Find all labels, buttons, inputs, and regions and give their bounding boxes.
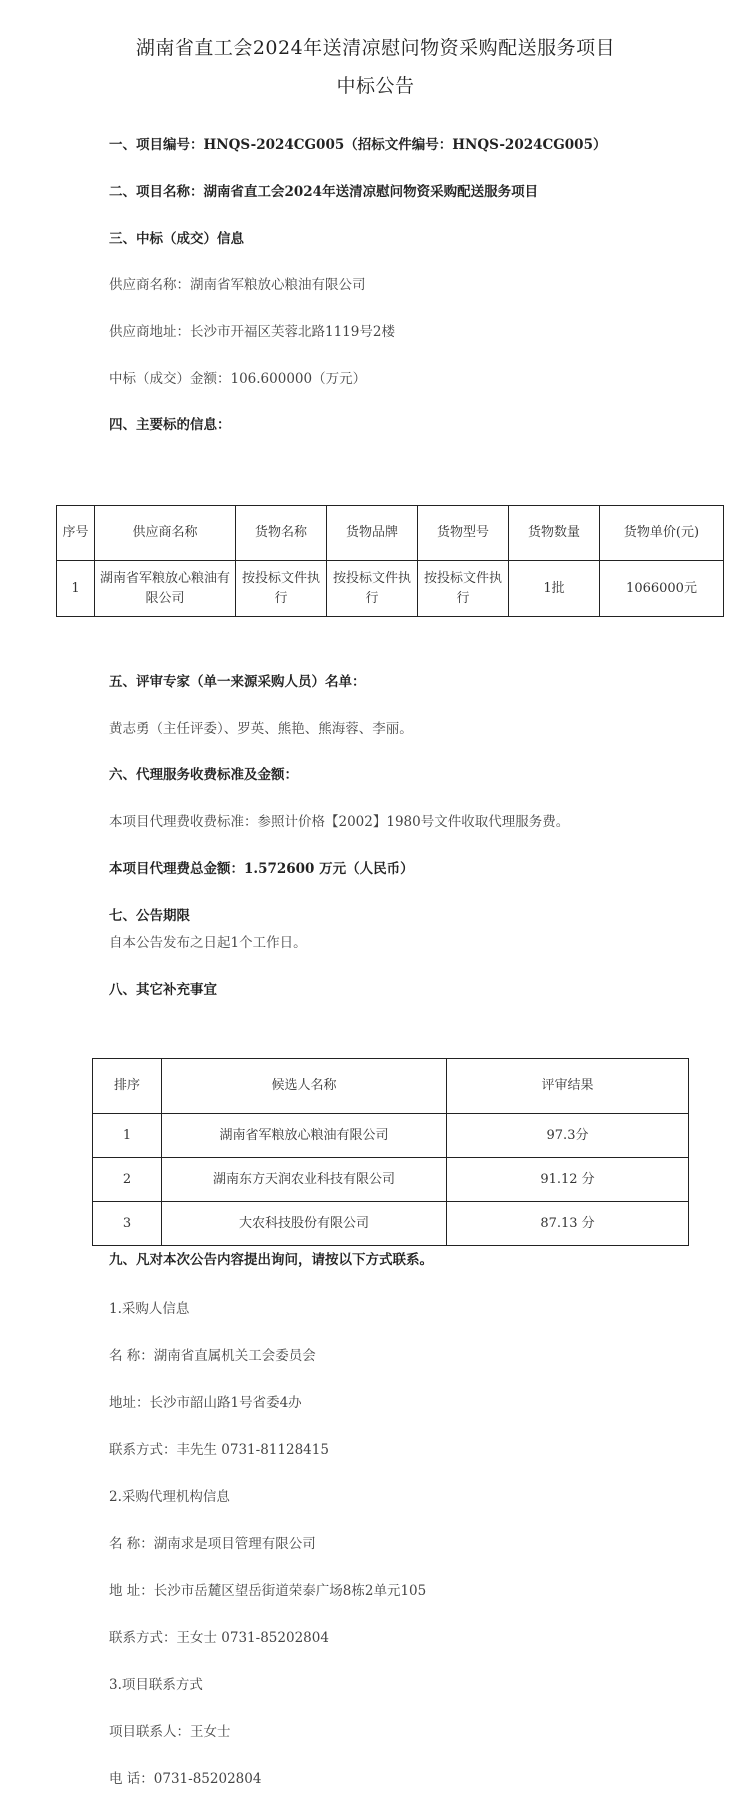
section-award-info: 三、中标（成交）信息 [109, 231, 244, 247]
purchaser-heading: 1.采购人信息 [109, 1301, 190, 1317]
cell: 大农科技股份有限公司 [162, 1202, 447, 1246]
header-cell: 货物型号 [418, 506, 509, 561]
section-project-name: 二、项目名称：湖南省直工会2024年送清凉慰问物资采购配送服务项目 [109, 184, 539, 200]
cell: 1 [57, 561, 95, 617]
cell: 87.13 分 [447, 1202, 689, 1246]
fee-total: 本项目代理费总金额：1.572600 万元（人民币） [109, 861, 414, 877]
cell: 按投标文件执行 [327, 561, 418, 617]
section-experts: 五、评审专家（单一来源采购人员）名单： [109, 674, 366, 690]
table-row [93, 1202, 689, 1246]
cell: 2 [93, 1158, 162, 1202]
purchaser-name: 名 称：湖南省直属机关工会委员会 [109, 1348, 316, 1364]
purchaser-contact: 联系方式：丰先生 0731-81128415 [109, 1442, 329, 1458]
table-header-row [93, 1059, 689, 1114]
cell: 湖南东方天润农业科技有限公司 [162, 1158, 447, 1202]
header-cell: 序号 [57, 506, 95, 561]
cell: 1066000元 [600, 561, 724, 617]
section-contact: 九、凡对本次公告内容提出询问，请按以下方式联系。 [109, 1252, 433, 1268]
agency-heading: 2.采购代理机构信息 [109, 1489, 230, 1505]
header-cell: 货物品牌 [327, 506, 418, 561]
project-contact-person: 项目联系人：王女士 [109, 1724, 231, 1740]
candidates-table [92, 1058, 689, 1246]
purchaser-address: 地址：长沙市韶山路1号省委4办 [109, 1395, 302, 1411]
section-notice-period: 七、公告期限 [109, 908, 190, 924]
award-amount: 中标（成交）金额：106.600000（万元） [109, 371, 367, 387]
page-subtitle: 中标公告 [336, 75, 415, 97]
cell: 1批 [509, 561, 600, 617]
cell: 3 [93, 1202, 162, 1246]
header-cell: 货物数量 [509, 506, 600, 561]
table-row [93, 1114, 689, 1158]
cell: 按投标文件执行 [236, 561, 327, 617]
cell: 按投标文件执行 [418, 561, 509, 617]
items-table [56, 505, 724, 617]
cell: 1 [93, 1114, 162, 1158]
section-supplementary: 八、其它补充事宜 [109, 982, 217, 998]
project-contact-heading: 3.项目联系方式 [109, 1677, 203, 1693]
table-row [93, 1158, 689, 1202]
supplier-name: 供应商名称：湖南省军粮放心粮油有限公司 [109, 277, 366, 293]
agency-contact: 联系方式：王女士 0731-85202804 [109, 1630, 329, 1646]
agency-name: 名 称：湖南求是项目管理有限公司 [109, 1536, 316, 1552]
supplier-address: 供应商地址：长沙市开福区芙蓉北路1119号2楼 [109, 324, 395, 340]
agency-address: 地 址：长沙市岳麓区望岳街道荣泰广场8栋2单元105 [109, 1583, 427, 1599]
project-contact-phone: 电 话：0731-85202804 [109, 1771, 262, 1787]
experts-list: 黄志勇（主任评委）、罗英、熊艳、熊海蓉、李丽。 [109, 721, 413, 737]
cell: 湖南省军粮放心粮油有限公司 [162, 1114, 447, 1158]
header-cell: 货物名称 [236, 506, 327, 561]
header-cell: 排序 [93, 1059, 162, 1114]
header-cell: 评审结果 [447, 1059, 689, 1114]
header-cell: 候选人名称 [162, 1059, 447, 1114]
cell: 湖南省军粮放心粮油有限公司 [95, 561, 236, 617]
header-cell: 供应商名称 [95, 506, 236, 561]
cell: 91.12 分 [447, 1158, 689, 1202]
section-agency-fee: 六、代理服务收费标准及金额： [109, 767, 298, 783]
section-project-number: 一、项目编号：HNQS-2024CG005（招标文件编号：HNQS-2024CG005） [109, 137, 607, 153]
notice-period: 自本公告发布之日起1个工作日。 [109, 935, 307, 951]
table-header-row [57, 506, 724, 561]
fee-standard: 本项目代理费收费标准：参照计价格【2002】1980号文件收取代理服务费。 [109, 814, 570, 830]
cell: 97.3分 [447, 1114, 689, 1158]
section-main-items: 四、主要标的信息： [109, 417, 231, 433]
header-cell: 货物单价(元) [600, 506, 724, 561]
table-row [57, 561, 724, 617]
page-title: 湖南省直工会2024年送清凉慰问物资采购配送服务项目 [135, 37, 616, 59]
